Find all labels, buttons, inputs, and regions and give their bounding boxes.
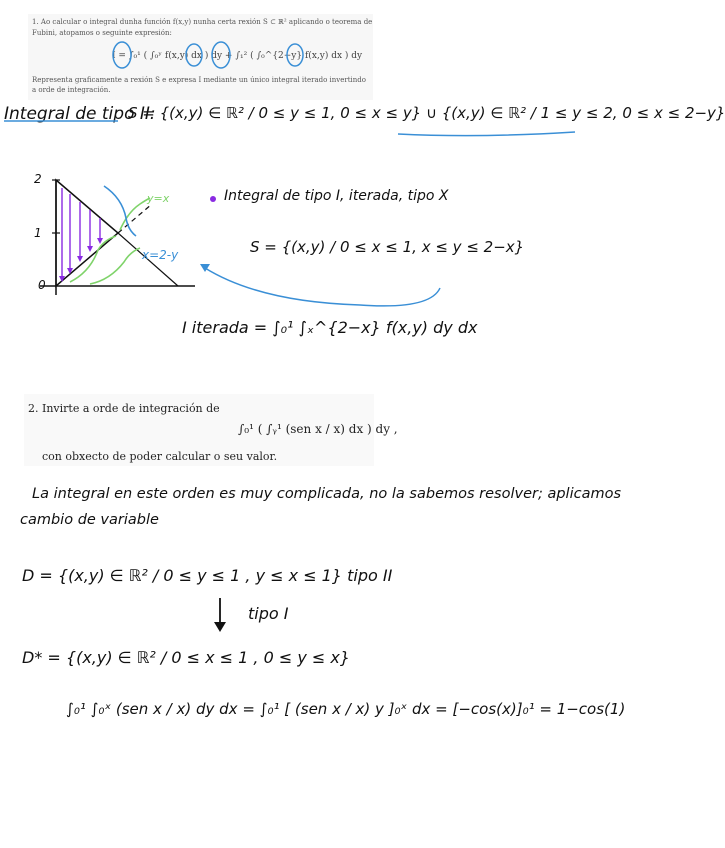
set-underlines [0, 0, 600, 150]
type-1-set: S = {(x,y) / 0 ≤ x ≤ 1, x ≤ y ≤ 2−x} [250, 238, 525, 256]
exercise-2-formula: ∫₀¹ ( ∫ᵧ¹ (sen x / x) dx ) dy , [238, 422, 398, 436]
exercise-2-line-2: con obxecto de poder calcular o seu valor. [42, 450, 278, 463]
y-tick-0: 0 [38, 278, 46, 292]
line-label-x-equals-2-minus-y: x=2-y [142, 248, 179, 262]
type-2-heading: Integral de tipo II: [4, 104, 156, 124]
down-arrow-icon [200, 596, 240, 636]
exercise-1-line-1: 1. Ao calcular o integral dunha función f(x,y) nunha certa rexión S ⊂ ℝ² aplicando o teorema de [32, 18, 373, 26]
y-tick-1: 1 [34, 226, 42, 240]
final-calculation: ∫₀¹ ∫₀ˣ (sen x / x) dy dx = ∫₀¹ [ (sen x / x) y ]₀ˣ dx = [−cos(x)]₀¹ = 1−cos(1) [66, 700, 626, 718]
comment-line-1: La integral en este orden es muy complicada, no la sabemos resolver; aplicamos [32, 486, 622, 502]
type-1-heading: Integral de tipo I, iterada, tipo X [224, 188, 449, 204]
exercise-1-line-4: a orde de integración. [32, 86, 111, 94]
region-d-star-definition: D* = {(x,y) ∈ ℝ² / 0 ≤ x ≤ 1 , 0 ≤ y ≤ x} [22, 648, 351, 667]
bullet-dot [210, 196, 216, 202]
exercise-1-line-2: Fubini, atopamos o seguinte expresión: [32, 29, 172, 37]
y-tick-2: 2 [34, 172, 42, 186]
arrow-label-type-1: tipo I [248, 604, 289, 623]
region-s-definition: S = {(x,y) ∈ ℝ² / 0 ≤ y ≤ 1, 0 ≤ x ≤ y} ∪ {(x,y) ∈ ℝ² / 1 ≤ y ≤ 2, 0 ≤ x ≤ 2−y} [128, 104, 725, 122]
exercise-2-printed [24, 394, 398, 466]
exercise-1-formula: I = ∫₀¹ ( ∫₀ʸ f(x,y) dx ) dy + ∫₁² ( ∫₀^{2−y} f(x,y) dx ) dy [112, 51, 363, 61]
line-label-y-equals-x: y=x [147, 192, 170, 205]
region-d-definition: D = {(x,y) ∈ ℝ² / 0 ≤ y ≤ 1 , y ≤ x ≤ 1} tipo II [22, 566, 393, 585]
iterated-integral: I iterada = ∫₀¹ ∫ₓ^{2−x} f(x,y) dy dx [182, 318, 478, 337]
comment-line-2: cambio de variable [20, 512, 159, 528]
exercise-1-line-3: Representa graficamente a rexión S e expresa I mediante un único integral iterado invertindo [32, 76, 366, 84]
exercise-2-line-1: 2. Invirte a orde de integración de [28, 402, 220, 415]
